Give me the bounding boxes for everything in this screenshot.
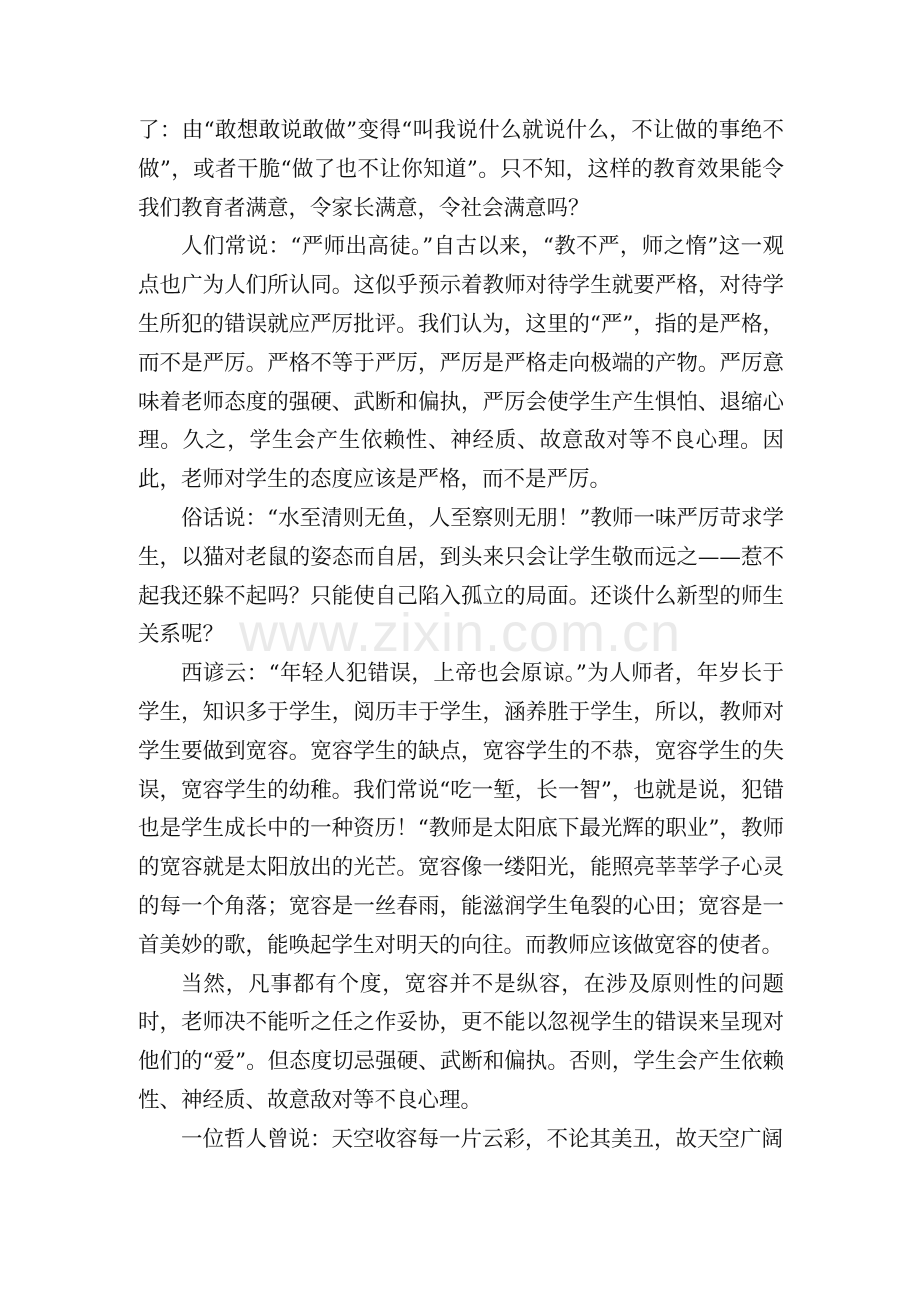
paragraph-6: 一位哲人曾说：天空收容每一片云彩，不论其美丑，故天空广阔 [181, 1126, 784, 1152]
paragraph-3: 俗话说：“水至清则无鱼，人至察则无朋！”教师一味严厉苛求学生，以猫对老鼠的姿态而自居，到头来只会让学生敬而远之——惹不起我还躲不起吗？只能使自己陷入孤立的局面。还谈什么新型的师生关系呢？ [138, 505, 784, 648]
paragraph-2: 人们常说：“严师出高徒。”自古以来，“教不严，师之惰”这一观点也广为人们所认同。这似乎预示着教师对待学生就要严格，对待学生所犯的错误就应严厉批评。我们认为，这里的“严”，指的是严格，而不是严厉。严格不等于严厉，严厉是严格走向极端的产物。严厉意味着老师态度的强硬、武断和偏执，严厉会使学生产生惧怕、退缩心理。久之，学生会产生依赖性、神经质、故意敌对等不良心理。因此，老师对学生的态度应该是严格，而不是严厉。 [138, 234, 784, 493]
document-body [138, 112, 784, 1160]
watermark-text: www.zixin.com.cn [238, 603, 682, 663]
paragraph-1: 了：由“敢想敢说敢做”变得“叫我说什么就说什么，不让做的事绝不做”，或者干脆“做了也不让你知道”。只不知，这样的教育效果能令我们教育者满意，令家长满意，令社会满意吗？ [138, 118, 784, 221]
paragraph-5: 当然，凡事都有个度，宽容并不是纵容，在涉及原则性的问题时，老师决不能听之任之作妥协，更不能以忽视学生的错误来呈现对他们的“爱”。但态度切忌强硬、武断和偏执。否则，学生会产生依赖性、神经质、故意敌对等不良心理。 [138, 971, 784, 1113]
paragraph-4: 西谚云：“年轻人犯错误，上帝也会原谅。”为人师者，年岁长于学生，知识多于学生，阅历丰于学生，涵养胜于学生，所以，教师对学生要做到宽容。宽容学生的缺点，宽容学生的不恭，宽容学生的失误，宽容学生的幼稚。我们常说“吃一堑，长一智”，也就是说，犯错也是学生成长中的一种资历！“教师是太阳底下最光辉的职业”，教师的宽容就是太阳放出的光芒。宽容像一缕阳光，能照亮莘莘学子心灵的每一个角落；宽容是一丝春雨，能滋润学生龟裂的心田；宽容是一首美妙的歌，能唤起学生对明天的向往。而教师应该做宽容的使者。 [138, 661, 784, 958]
